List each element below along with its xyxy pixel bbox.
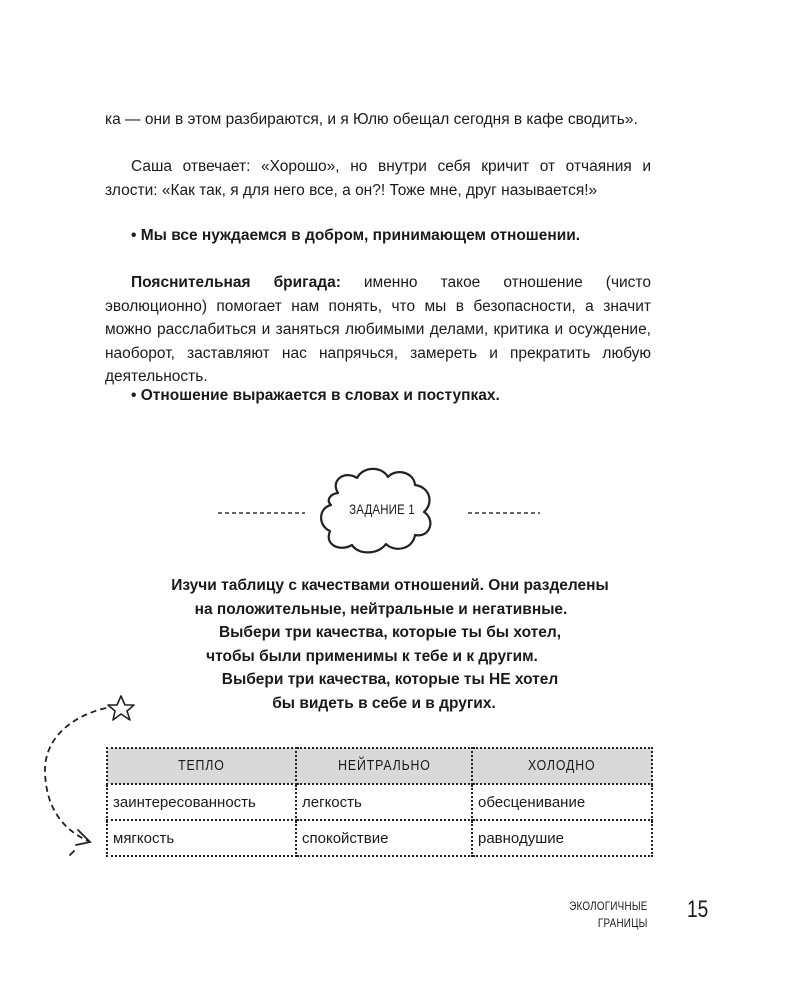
column-header-neutral: НЕЙТРАЛЬНО bbox=[296, 748, 472, 784]
table-cell: заинтересованность bbox=[107, 784, 296, 820]
instruction-line: Выбери три качества, которые ты бы хотел, bbox=[218, 624, 562, 641]
instruction-line: на положительные, нейтральные и негативные. bbox=[194, 600, 568, 618]
instruction-line: Изучи таблицу с качествами отношений. Они разделены bbox=[171, 577, 609, 594]
paragraph-dialogue: Саша отвечает: «Хорошо», но внутри себя кричит от отчаяния и злости: «Как так, я для него все, а он?! Тоже мне, друг называется!» bbox=[105, 158, 651, 199]
column-header-cold: ХОЛОДНО bbox=[472, 748, 652, 784]
table-row bbox=[107, 784, 652, 820]
bullet-point-1: • Мы все нуждаемся в добром, принимающем отношении. bbox=[131, 227, 581, 244]
task-instructions bbox=[120, 574, 660, 715]
bullet-point-2: • Отношение выражается в словах и поступках. bbox=[131, 387, 500, 404]
arrow-head-icon bbox=[70, 830, 90, 855]
table-cell: равнодушие bbox=[472, 820, 652, 856]
instruction-line: Выбери три качества, которые ты НЕ хотел bbox=[221, 671, 559, 688]
page-number: 15 bbox=[687, 896, 709, 923]
dashed-arrow-icon bbox=[45, 708, 106, 841]
table-row bbox=[107, 820, 652, 856]
footer-title-line: ЭКОЛОГИЧНЫЕ bbox=[569, 899, 648, 913]
table-cell: мягкость bbox=[107, 820, 296, 856]
table-cell: спокойствие bbox=[296, 820, 472, 856]
instruction-line: чтобы были применимы к тебе и к другим. bbox=[206, 647, 538, 665]
instruction-line: бы видеть в себе и в других. bbox=[272, 694, 496, 712]
explanation-label: Пояснительная бригада: bbox=[131, 274, 341, 291]
explanation-text: именно такое отношение (чисто эволюционно) помогает нам понять, что мы в безопасности, а значит можно расслабиться и заняться любимыми делами, критика и осуждение, наоборот, заставляют нас напрячься, замереть и прекратить любую деятельность. bbox=[105, 274, 651, 385]
running-footer-title bbox=[570, 898, 648, 932]
column-header-warm: ТЕПЛО bbox=[107, 748, 296, 784]
footer-title-line: ГРАНИЦЫ bbox=[598, 916, 648, 930]
qualities-table bbox=[106, 747, 653, 857]
task-label: ЗАДАНИЕ 1 bbox=[349, 501, 415, 517]
table-cell: обесценивание bbox=[472, 784, 652, 820]
paragraph-continuation: ка — они в этом разбираются, и я Юлю обещал сегодня в кафе сводить». bbox=[105, 111, 638, 128]
table-header-row bbox=[107, 748, 652, 784]
table-cell: легкость bbox=[296, 784, 472, 820]
